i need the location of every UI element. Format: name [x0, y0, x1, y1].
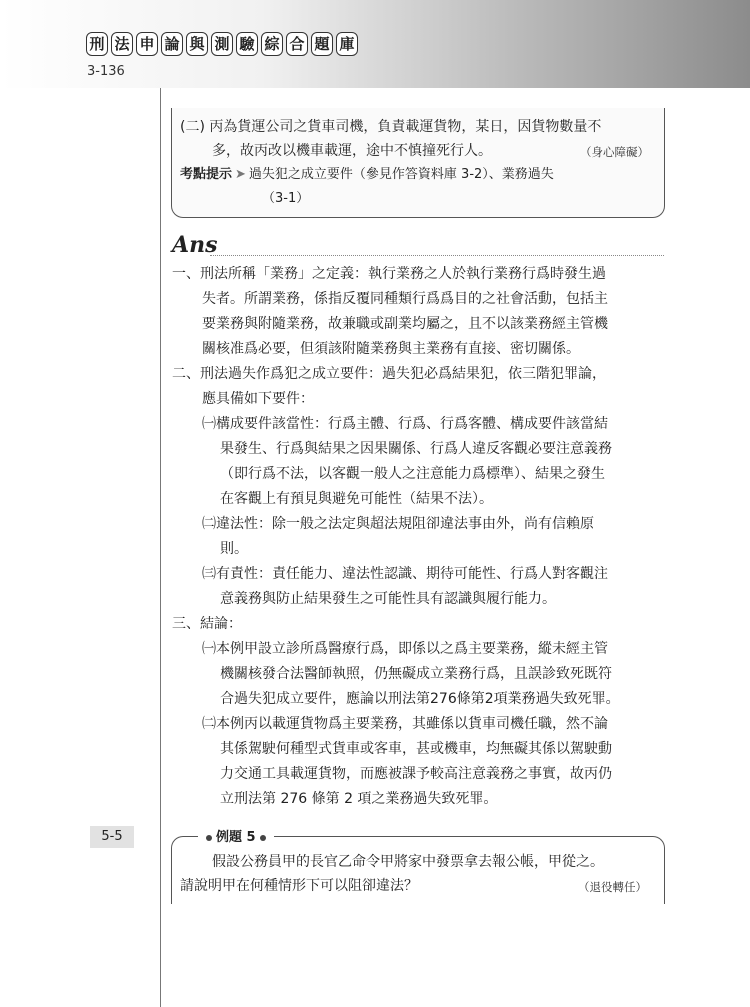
answer-line: 果發生、行爲與結果之因果關係、行爲人違反客觀必要注意義務: [220, 441, 612, 457]
answer-line: 力交通工具載運貨物，而應被課予較高注意義務之事實，故丙仍: [220, 766, 612, 782]
answer-line: 一、刑法所稱「業務」之定義：執行業務之人於執行業務行爲時發生過: [172, 266, 606, 282]
question-source: （身心障礙）: [580, 145, 649, 159]
example-line: 假設公務員甲的長官乙命令甲將家中發票拿去報公帳，甲從之。: [212, 854, 604, 870]
question-line: (二) 丙為貨運公司之貨車司機，負責載運貨物，某日，因貨物數量不: [180, 119, 602, 135]
answer-line: ㈠構成要件該當性：行爲主體、行爲、行爲客體、構成要件該當結: [202, 416, 608, 432]
book-title: [86, 32, 358, 56]
title-char: 申: [136, 32, 158, 56]
answer-line: 立刑法第 276 條第 2 項之業務過失致死罪。: [220, 791, 498, 807]
title-char: 論: [161, 32, 183, 56]
title-char: 題: [311, 32, 333, 56]
hint-arrow-icon: ➤: [235, 167, 246, 182]
answer-line: 要業務與附隨業務，故兼職或副業均屬之，且不以該業務經主管機: [202, 316, 608, 332]
answer-line: 失者。所謂業務，係指反覆同種類行爲爲目的之社會活動，包括主: [202, 291, 608, 307]
answer-line: （即行爲不法，以客觀一般人之注意能力爲標準）、結果之發生: [220, 466, 605, 482]
title-char: 測: [211, 32, 233, 56]
answer-line: 關核准爲必要，但須該附隨業務與主業務有直接、密切關係。: [202, 341, 580, 357]
section-tag: 5-5: [90, 826, 134, 848]
answer-line: 三、結論：: [172, 616, 242, 632]
title-char: 與: [186, 32, 208, 56]
page-number: 3-136: [87, 64, 125, 79]
title-char: 綜: [261, 32, 283, 56]
title-char: 合: [286, 32, 308, 56]
answer-line: 合過失犯成立要件，應論以刑法第276條第2項業務過失致死罪。: [220, 691, 620, 707]
answer-mark: Ans: [172, 232, 218, 258]
title-char: 庫: [336, 32, 358, 56]
answer-line: ㈢有責性：責任能力、違法性認識、期待可能性、行爲人對客觀注: [202, 566, 608, 582]
answer-line: 意義務與防止結果發生之可能性具有認識與履行能力。: [220, 591, 556, 607]
question-line: 多，故丙改以機車載運，途中不慎撞死行人。: [212, 143, 492, 159]
title-char: 刑: [86, 32, 108, 56]
hint-label: 考點提示: [180, 167, 233, 182]
example-source: （退役轉任）: [578, 880, 647, 894]
answer-line: 則。: [220, 541, 248, 557]
answer-line: 其係駕駛何種型式貨車或客車，甚或機車，均無礙其係以駕駛動: [220, 741, 612, 757]
answer-line: 機關核發合法醫師執照，仍無礙成立業務行爲，且誤診致死既符: [220, 666, 612, 682]
exam-hint: [180, 165, 554, 185]
answer-divider: [210, 255, 664, 256]
hint-text: 過失犯之成立要件（參見作答資料庫 3-2）、業務過失: [248, 167, 554, 182]
answer-line: 在客觀上有預見與避免可能性（結果不法）。: [220, 491, 493, 507]
bullet-dot-icon: [260, 835, 266, 841]
bullet-dot-icon: [206, 835, 212, 841]
example-label: [198, 826, 274, 845]
hint-text-cont: （3-1）: [262, 191, 310, 206]
answer-line: 應具備如下要件：: [202, 391, 314, 407]
example-line: 請說明甲在何種情形下可以阻卻違法？: [180, 878, 418, 894]
answer-line: 二、刑法過失作爲犯之成立要件：過失犯必爲結果犯，依三階犯罪論，: [172, 366, 606, 382]
answer-line: ㈡違法性：除一般之法定與超法規阻卻違法事由外，尚有信賴原: [202, 516, 594, 532]
title-char: 驗: [236, 32, 258, 56]
example-label-text: 例題 5: [216, 830, 256, 845]
answer-line: ㈠本例甲設立診所爲醫療行爲，即係以之爲主要業務，縱未經主管: [202, 641, 608, 657]
title-char: 法: [111, 32, 133, 56]
answer-line: ㈡本例丙以載運貨物爲主要業務，其雖係以貨車司機任職，然不論: [202, 716, 608, 732]
margin-rule: [160, 88, 161, 1007]
